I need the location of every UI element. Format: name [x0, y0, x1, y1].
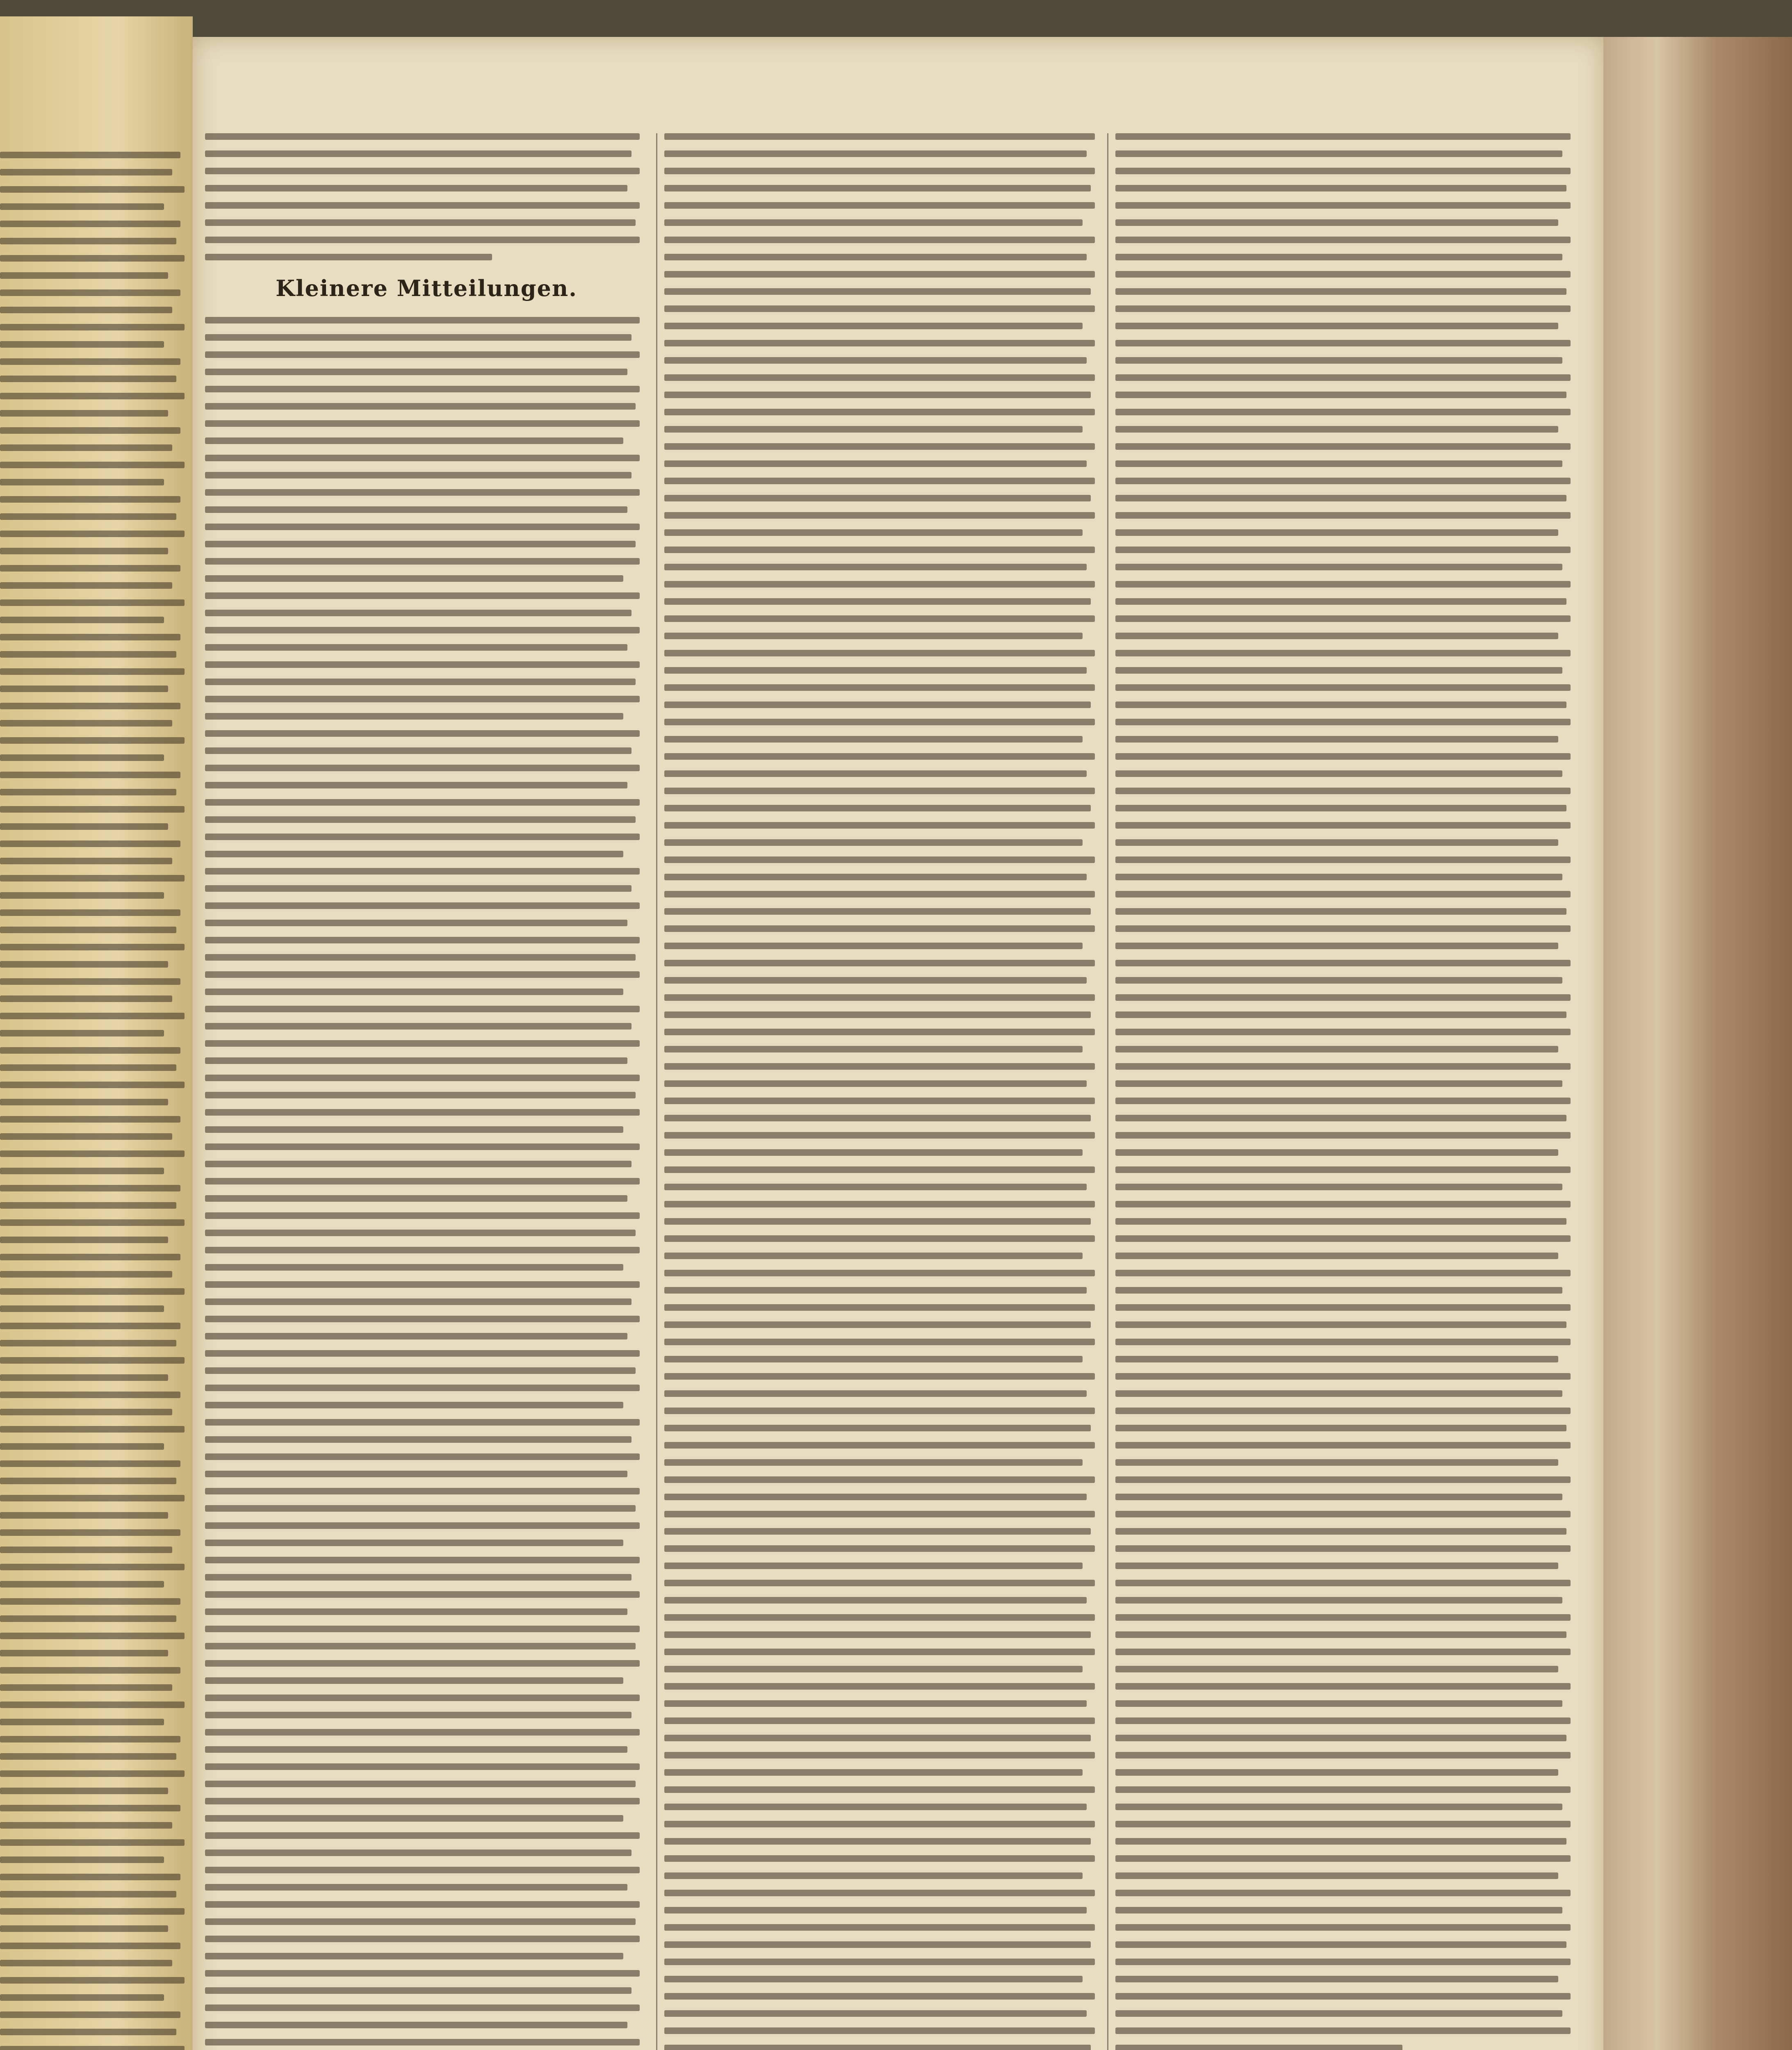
facing-page-text-lines — [0, 152, 189, 2050]
section-heading-kleinere: Kleinere Mitteilungen. — [276, 275, 577, 301]
column-3 — [1115, 133, 1575, 2050]
column-2 — [664, 133, 1099, 2050]
newspaper-page — [193, 37, 1603, 2050]
column-rule — [1107, 133, 1108, 2050]
book-page-edges — [1599, 37, 1792, 2050]
column-1 — [205, 133, 648, 2050]
column-rule — [656, 133, 657, 2050]
facing-page-edge — [0, 16, 193, 2050]
